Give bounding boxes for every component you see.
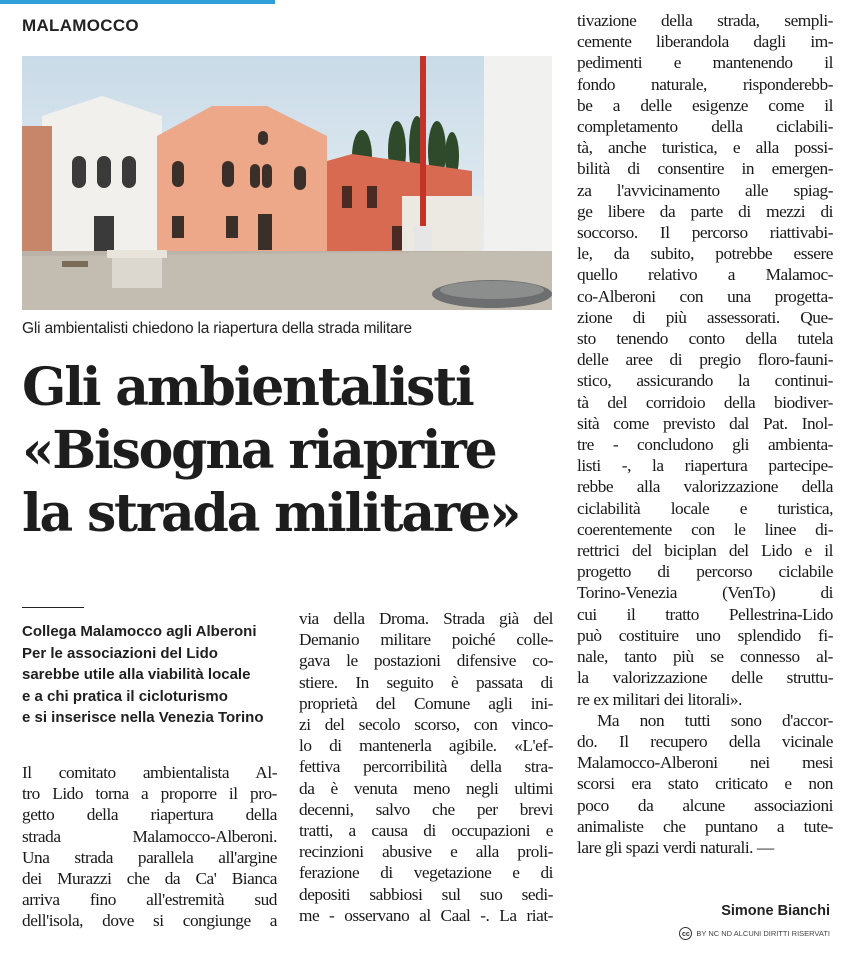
body-line: rebbe alla valorizzazione della: [577, 477, 833, 497]
body-line: be a delle esigenze come il: [577, 95, 833, 115]
body-line: me - osservano al Caal -. La riat-: [299, 905, 553, 925]
body-line: sità come previsto dal Pat. Inol-: [577, 413, 833, 433]
dek-divider: [22, 607, 84, 608]
creative-commons-icon: cc: [679, 927, 692, 940]
subheadline-line: e si inserisce nella Venezia Torino: [22, 709, 264, 727]
body-line: può costituire uno splendido fi-: [577, 625, 833, 645]
body-line: Il comitato ambientalista Al-: [22, 763, 277, 782]
body-line: strada Malamocco-Alberoni.: [22, 826, 277, 846]
body-line: tà del corridoio della biodiver-: [577, 392, 833, 412]
body-line: animaliste che puntano a tute-: [577, 816, 833, 836]
section-label: MALAMOCCO: [22, 16, 139, 35]
subheadline-line: sarebbe utile alla viabilità locale: [22, 666, 251, 684]
body-line: poco da alcune associazioni: [577, 795, 833, 815]
body-line: ciclabilità locale e turistica,: [577, 498, 833, 518]
headline-line: la strada militare»: [22, 483, 520, 544]
body-line: lare gli spazi verdi naturali. —: [577, 837, 774, 857]
license-text: BY NC ND ALCUNI DIRITTI RISERVATI: [696, 929, 830, 938]
headline-line: «Bisogna riaprire: [22, 420, 496, 481]
body-line: co-Alberoni con una progetta-: [577, 286, 833, 306]
body-line: fondo naturale, risponderebb-: [577, 74, 833, 94]
body-line: soccorso. Il percorso riattivabi-: [577, 223, 833, 243]
body-line: listi -, la riapertura partecipe-: [577, 456, 833, 476]
body-column-3: [577, 10, 833, 858]
body-line: recinzioni abusive e alla proli-: [299, 842, 553, 862]
body-line: zione di più assessorati. Que-: [577, 307, 833, 327]
body-line: completamento della ciclabili-: [577, 117, 833, 137]
body-line: scorsi era stato criticato e non: [577, 774, 833, 794]
body-line: fettiva percorribilità della stra-: [299, 757, 553, 777]
body-line: cemente liberandola dagli im-: [577, 32, 833, 52]
body-line: ge libere da parte di mezzi di: [577, 201, 833, 221]
body-line: stiere. In seguito è passata di: [299, 672, 553, 692]
subheadline-line: e a chi pratica il cicloturismo: [22, 687, 228, 705]
body-column-1: [22, 762, 277, 932]
body-line: Torino-Venezia (VenTo) di: [577, 583, 833, 603]
headline: [22, 356, 567, 545]
body-line: rettrici del biciplan del Lido e il: [577, 541, 833, 561]
body-line: tro Lido torna a proporre il pro-: [22, 784, 277, 804]
body-line: proprietà del Comune agli ini-: [299, 693, 553, 713]
body-line: quello relativo a Malamoc-: [577, 265, 833, 285]
body-line: progetto di percorso ciclabile: [577, 562, 833, 582]
body-line: ferazione di vegetazione e di: [299, 863, 553, 883]
body-line: Malamocco-Alberoni nei mesi: [577, 753, 833, 773]
body-line: tratti, a causa di occupazioni e: [299, 821, 553, 841]
body-line: nale, tanto più se connesso al-: [577, 647, 833, 667]
article-photo: [22, 56, 552, 310]
subheadline: [22, 621, 284, 729]
paragraph: [577, 710, 833, 858]
body-line: tivazione della strada, sempli-: [577, 11, 833, 30]
body-line: decenni, salvo che per brevi: [299, 799, 553, 819]
body-line: do. Il recupero della vicinale: [577, 731, 833, 751]
body-line: Demanio militare poiché colle-: [299, 630, 553, 650]
body-line: la valorizzazione delle struttu-: [577, 668, 833, 688]
body-line: depositi sabbiosi sul suo sedi-: [299, 884, 553, 904]
body-line: stico, assicurando la continui-: [577, 371, 833, 391]
body-line: dei Murazzi che da Ca' Bianca: [22, 869, 277, 889]
author-byline: Simone Bianchi: [721, 903, 830, 919]
photo-caption: Gli ambientalisti chiedono la riapertura della strada militare: [22, 320, 412, 337]
body-line: cui il tratto Pellestrina-Lido: [577, 604, 833, 624]
body-line: tre - concludono gli ambienta-: [577, 435, 833, 455]
body-line: Ma non tutti sono d'accor-: [597, 710, 833, 730]
body-line: delle aree di pregio floro-fauni-: [577, 350, 833, 370]
body-line: tà, anche turistica, e alla possi-: [577, 138, 833, 158]
license-notice: [679, 927, 830, 940]
body-line: za l'avvicinamento alle spiag-: [577, 180, 833, 200]
body-line: gava le postazioni difensive co-: [299, 651, 553, 671]
body-line: coerentemente con le linee di-: [577, 519, 833, 539]
body-column-2: [299, 608, 553, 926]
body-line: zi del secolo scorso, con vinco-: [299, 715, 553, 735]
body-line: sto tenendo conto della tutela: [577, 329, 833, 349]
paragraph: [577, 10, 833, 710]
subheadline-line: Per le associazioni del Lido: [22, 644, 218, 662]
body-line: getto della riapertura della: [22, 805, 277, 825]
body-line: pedimenti e mantenendo il: [577, 53, 833, 73]
body-line: da è venuta meno negli ultimi: [299, 778, 553, 798]
body-line: Una strada parallela all'argine: [22, 847, 277, 867]
body-line: arriva fino all'estremità sud: [22, 890, 277, 910]
section-accent-bar: [0, 0, 275, 4]
headline-line: Gli ambientalisti: [22, 357, 473, 418]
body-line: bilità di consentire in emergen-: [577, 159, 833, 179]
subheadline-line: Collega Malamocco agli Alberoni: [22, 623, 257, 640]
body-line: re ex militari dei litorali».: [577, 689, 742, 709]
body-line: lo di mantenerla agibile. «L'ef-: [299, 736, 553, 756]
body-line: via della Droma. Strada già del: [299, 609, 553, 628]
body-line: dell'isola, dove si congiunge a: [22, 911, 277, 931]
body-line: le, da subito, potrebbe essere: [577, 244, 833, 264]
